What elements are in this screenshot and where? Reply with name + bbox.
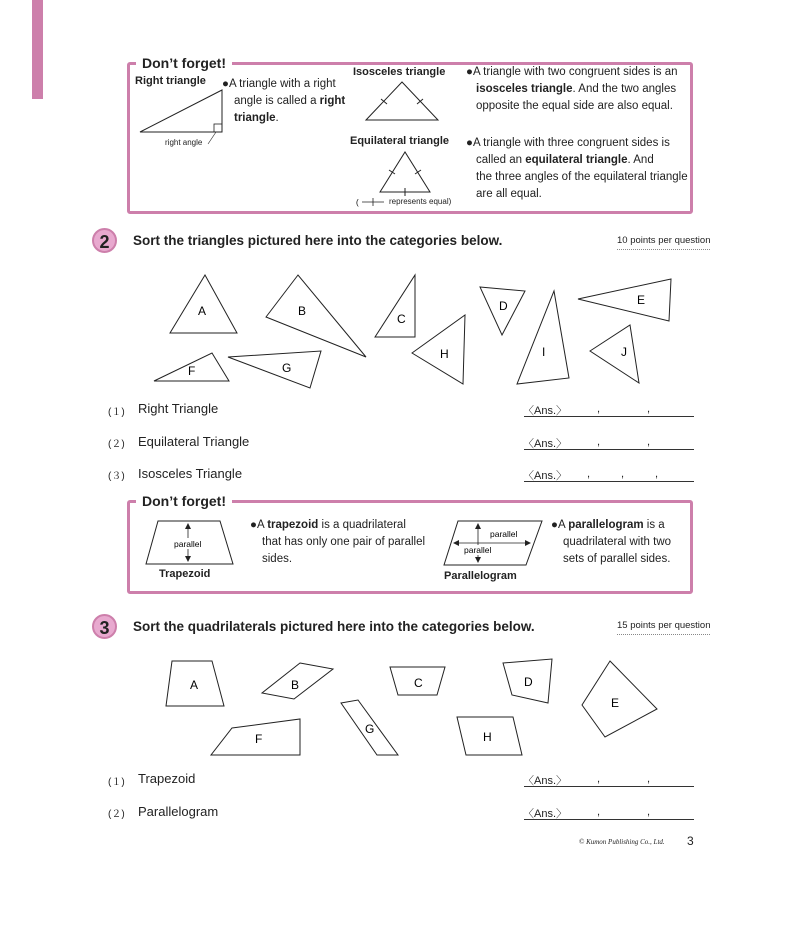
svg-text:G: G: [365, 722, 375, 736]
q3-sub1-ans-label: 〈Ans.〉: [523, 775, 568, 787]
quadrilateral-F: [211, 719, 300, 755]
triangle-E: [578, 279, 671, 321]
quadrilateral-B: [262, 663, 333, 699]
equal-mark-note: represents equal): [389, 197, 452, 206]
q2-sub3-label: Isosceles Triangle: [138, 466, 243, 481]
svg-text:D: D: [524, 675, 533, 689]
equal-mark-legend-icon: [356, 196, 388, 208]
copyright: © Kumon Publishing Co., Ltd.: [579, 838, 665, 846]
q3-sub2-number: (２): [108, 809, 125, 820]
triangle-D: [480, 287, 525, 335]
quadrilateral-D: [503, 659, 552, 703]
q2-sub2-answer-field[interactable]: [524, 448, 694, 450]
right-angle-label: right angle: [165, 138, 203, 147]
comma: ,: [597, 806, 601, 818]
svg-text:H: H: [483, 730, 492, 744]
right-triangle-label: Right triangle: [135, 75, 206, 87]
svg-text:C: C: [414, 676, 423, 690]
q3-sub1-answer-field[interactable]: [524, 785, 694, 787]
box-title: Don’t forget!: [136, 492, 232, 510]
q2-sub2-label: Equilateral Triangle: [138, 434, 250, 449]
svg-text:I: I: [542, 345, 546, 359]
triangle-F: [154, 353, 229, 381]
comma: ,: [647, 403, 651, 415]
q3-sub2-ans-label: 〈Ans.〉: [523, 808, 568, 820]
isosceles-description: ●A triangle with two congruent sides is an isosceles triangle. And the two angles opposite the equal side are also equal.: [466, 66, 678, 112]
comma: ,: [597, 436, 601, 448]
q2-sub3-ans-label: 〈Ans.〉: [523, 470, 568, 482]
q2-sub1-ans-label: 〈Ans.〉: [523, 405, 568, 417]
parallelogram-figure: [442, 518, 544, 568]
question-2-points: 10 points per question: [617, 235, 710, 250]
svg-text:E: E: [611, 696, 620, 710]
triangle-H: [412, 315, 465, 384]
comma: ,: [655, 468, 659, 480]
question-number-2: 2: [92, 228, 117, 253]
svg-text:parallel: parallel: [174, 539, 202, 549]
right-triangle-description: ●A triangle with a right angle is called a right triangle.: [222, 78, 346, 124]
svg-text:parallel: parallel: [464, 545, 492, 555]
q3-sub1-label: Trapezoid: [138, 771, 196, 786]
triangle-J: [590, 325, 639, 383]
box-title: Don’t forget!: [136, 54, 232, 72]
triangle-B: [266, 275, 366, 357]
svg-text:A: A: [190, 678, 199, 692]
triangle-G: [228, 351, 321, 388]
comma: ,: [647, 436, 651, 448]
q3-sub2-label: Parallelogram: [138, 804, 219, 819]
isosceles-triangle-label: Isosceles triangle: [353, 66, 446, 78]
comma: ,: [587, 468, 591, 480]
question-2-prompt: Sort the triangles pictured here into the categories below.: [133, 233, 503, 248]
parallelogram-description: ●A parallelogram is a quadrilateral with two sets of parallel sides.: [551, 519, 672, 565]
parallelogram-label: Parallelogram: [444, 570, 517, 582]
quadrilateral-C: [390, 667, 445, 695]
q3-sub1-number: (１): [108, 777, 125, 788]
svg-text:C: C: [397, 312, 406, 326]
triangle-A-label: A: [198, 304, 207, 318]
quadrilateral-A: [166, 661, 224, 706]
quadrilateral-G: [341, 700, 398, 755]
q2-sub3-answer-field[interactable]: [524, 480, 694, 482]
comma: ,: [621, 468, 625, 480]
comma: ,: [597, 403, 601, 415]
triangle-I: [517, 291, 569, 384]
q3-sub2-answer-field[interactable]: [524, 818, 694, 820]
q2-sub3-number: (３): [108, 471, 125, 482]
question-3-points: 15 points per question: [617, 620, 710, 635]
q2-sub1-number: (１): [108, 407, 125, 418]
svg-text:B: B: [291, 678, 300, 692]
trapezoid-label: Trapezoid: [159, 568, 211, 580]
svg-text:D: D: [499, 299, 508, 313]
q2-sub2-ans-label: 〈Ans.〉: [523, 438, 568, 450]
svg-text:H: H: [440, 347, 449, 361]
equilateral-triangle-figure: [376, 148, 434, 196]
svg-text:F: F: [255, 732, 263, 746]
comma: ,: [647, 806, 651, 818]
comma: ,: [647, 773, 651, 785]
trapezoid-figure: [144, 518, 236, 568]
q2-sub1-label: Right Triangle: [138, 401, 219, 416]
quadrilateral-H: [457, 717, 522, 755]
svg-text:F: F: [188, 364, 196, 378]
isosceles-triangle-figure: [362, 78, 442, 124]
svg-text:(: (: [356, 198, 359, 207]
svg-text:G: G: [282, 361, 292, 375]
page-number: 3: [687, 834, 694, 848]
triangle-C: [375, 275, 415, 337]
svg-text:E: E: [637, 293, 646, 307]
quadrilaterals-figure: [160, 655, 680, 760]
equilateral-description: ●A triangle with three congruent sides is called an equilateral triangle. And the three angles of the equilateral triangle are all equal.: [466, 137, 688, 200]
triangle-A: [170, 275, 237, 333]
trapezoid-description: ●A trapezoid is a quadrilateral that has only one pair of parallel sides.: [250, 519, 426, 565]
question-3-prompt: Sort the quadrilaterals pictured here into the categories below.: [133, 619, 535, 634]
svg-text:J: J: [621, 345, 627, 359]
q2-sub1-answer-field[interactable]: [524, 415, 694, 417]
question-number-3: 3: [92, 614, 117, 639]
page-edge-tab: [32, 0, 43, 99]
svg-text:B: B: [298, 304, 307, 318]
svg-text:parallel: parallel: [490, 529, 518, 539]
comma: ,: [597, 773, 601, 785]
equilateral-triangle-label: Equilateral triangle: [350, 135, 450, 147]
q2-sub2-number: (２): [108, 439, 125, 450]
triangles-figure: [140, 265, 700, 395]
quadrilateral-E: [582, 661, 657, 737]
